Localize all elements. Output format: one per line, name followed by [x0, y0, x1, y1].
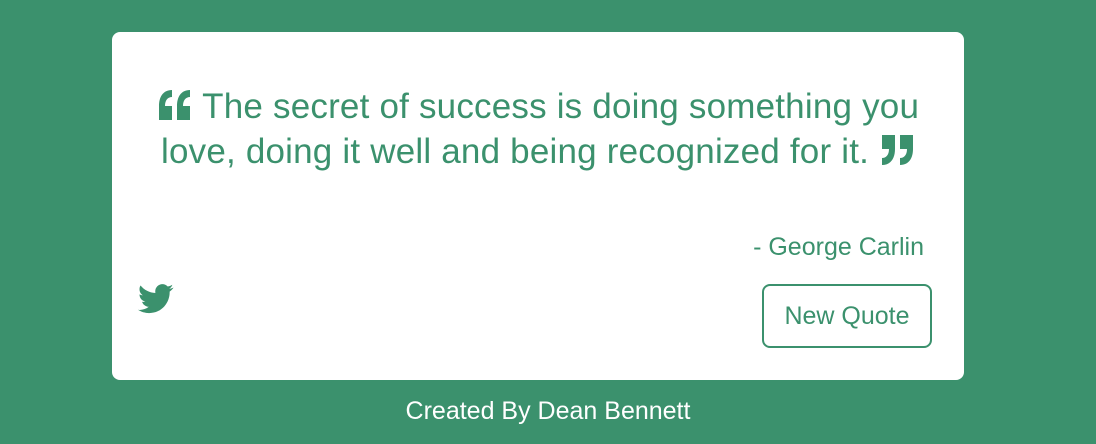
- quote-block: [152, 84, 924, 174]
- quote-text: The secret of success is doing something you love, doing it well and being recognized for it.: [160, 87, 920, 171]
- quote-left-icon: [157, 90, 193, 120]
- quote-card: [112, 32, 964, 380]
- footer-credit: Created By Dean Bennett: [405, 397, 691, 425]
- twitter-icon: [138, 284, 174, 314]
- quote-author: - George Carlin: [753, 233, 924, 261]
- tweet-button[interactable]: [138, 284, 174, 314]
- quote-right-icon: [879, 135, 915, 165]
- new-quote-button[interactable]: New Quote: [762, 284, 932, 348]
